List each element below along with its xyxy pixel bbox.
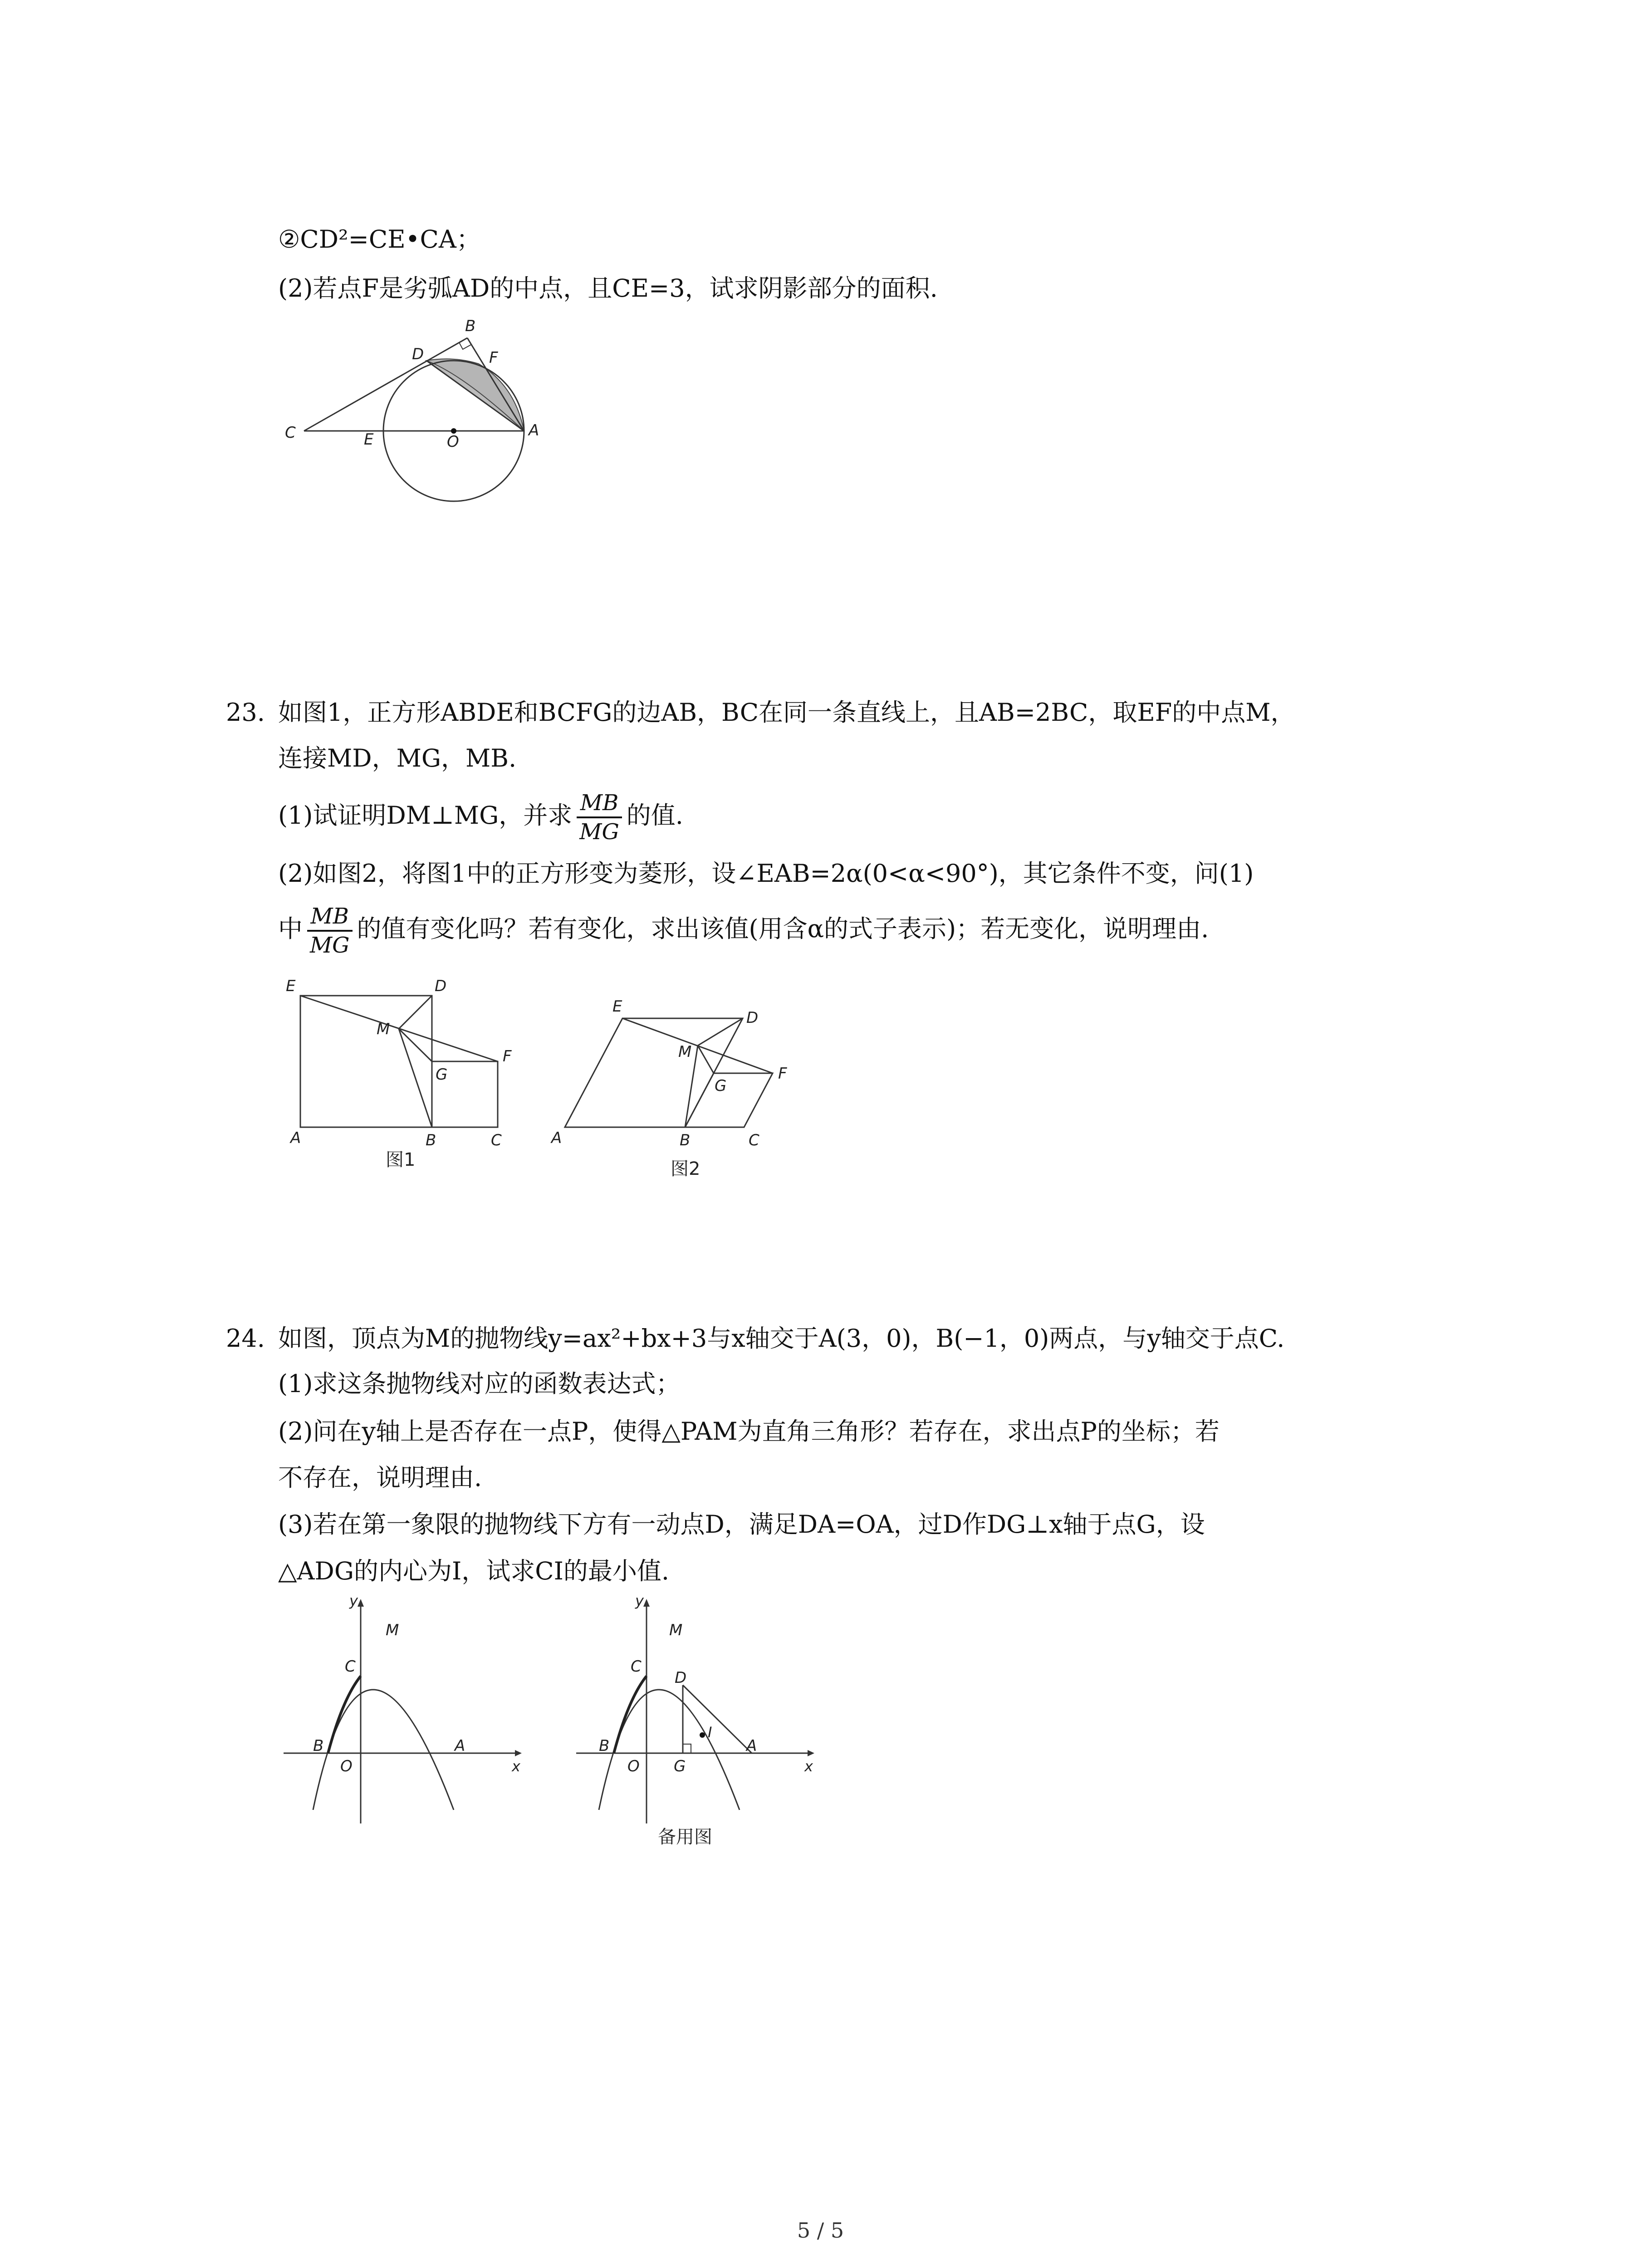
q24-fig2-label-B: B [599,1737,610,1755]
q23-fig1-label-M: M [377,1020,390,1038]
q24-figure-1 [281,1592,535,1833]
q24-fig2-label-G: G [674,1757,686,1775]
q24-fig1-label-C: C [345,1657,356,1676]
q23-fig1-label-A: A [290,1129,301,1147]
q23-fig2-label-B: B [680,1131,691,1149]
q22-part-2: ②CD²=CE•CA； [278,225,481,254]
q23-fig2-label-G: G [715,1077,727,1095]
q24-stem: 如图，顶点为M的抛物线y=ax²+bx+3与x轴交于A(3，0)，B(−1，0)两点，与y轴交于点C. [278,1324,1285,1353]
q24-fig1-label-x: x [512,1758,520,1775]
q24-fig2-label-C: C [631,1657,642,1676]
q22-figure [272,313,554,513]
q23-fig1-label-F: F [503,1047,512,1066]
q24-fig2-label-D: D [675,1669,687,1687]
q24-number: 24. [226,1324,265,1353]
q24-sub-question-2-line-1: (2)问在y轴上是否存在一点P，使得△PAM为直角三角形？若存在，求出点P的坐标；若 [278,1417,1220,1446]
q22-label-B: B [465,317,476,335]
q24-figure-2 [574,1592,828,1833]
q24-sub-question-3-line-2: △ADG的内心为I，试求CI的最小值. [278,1557,670,1585]
q23-sub-question-2-line-1: (2)如图2，将图1中的正方形变为菱形，设∠EAB=2α(0<α<90°)，其它条件不变，问(1) [278,859,1254,888]
q24-fig2-label-x: x [804,1758,813,1775]
q24-fig2-caption: 备用图 [658,1827,712,1848]
q23-fig1-label-E: E [286,977,296,995]
q22-label-A: A [529,421,539,440]
q23-sub-question-1: (1)试证明DM⊥MG，并求 $\frac{MB}{MG}$ 的值. [278,790,683,845]
q24-fig2-label-I: I [708,1724,712,1741]
q22-label-F: F [489,349,498,367]
q24-fig2-label-A: A [746,1737,757,1755]
q24-fig2-label-M: M [669,1621,683,1639]
q23-fig2-label-D: D [746,1009,759,1027]
q23-sub-question-2-line-2: 中 $\frac{MB}{MG}$ 的值有变化吗？若有变化，求出该值(用含α的式子表示)；若无变化，说明理由. [278,904,1209,958]
q23-fraction-mb-mg: $\frac{MB}{MG}$ [577,789,622,846]
q23-fig1-label-C: C [491,1131,502,1149]
q23-fraction-mb-mg-2: $\frac{MB}{MG}$ [307,903,353,959]
q23-fig2-label-M: M [678,1043,692,1061]
q24-fig1-label-B: B [313,1737,324,1755]
q24-fig2-label-O: O [627,1757,640,1775]
q23-number: 23. [226,698,265,727]
q23-fig1-label-B: B [426,1131,436,1149]
q22-label-O: O [447,433,459,451]
q23-stem-line-2: 连接MD，MG，MB. [278,744,517,772]
q22-sub-question-2: (2)若点F是劣弧AD的中点，且CE=3，试求阴影部分的面积. [278,274,938,303]
page-number: 5 / 5 [797,2218,844,2243]
q24-fig2-label-y: y [635,1592,644,1609]
q23-fig2-caption: 图2 [671,1158,700,1179]
q23-fig1-label-G: G [436,1066,448,1084]
q22-label-D: D [412,345,424,363]
q23-stem-line-1: 如图1，正方形ABDE和BCFG的边AB，BC在同一条直线上，且AB=2BC，取EF的中点M， [278,698,1295,727]
q23-fig2-label-E: E [612,997,622,1016]
q23-fig1-caption: 图1 [386,1149,416,1170]
q23-fig2-label-C: C [749,1131,759,1149]
q24-fig1-label-y: y [349,1592,358,1609]
q24-sub-question-3-line-1: (3)若在第一象限的抛物线下方有一动点D，满足DA=OA，过D作DG⊥x轴于点G，设 [278,1510,1205,1539]
q24-fig1-label-A: A [455,1737,465,1755]
q24-fig1-label-M: M [386,1621,399,1639]
q24-fig1-label-O: O [340,1757,353,1775]
q23-fig1-label-D: D [435,977,447,995]
q22-label-E: E [364,430,374,449]
q24-sub-question-1: (1)求这条抛物线对应的函数表达式； [278,1369,681,1398]
q24-sub-question-2-line-2: 不存在，说明理由. [278,1463,482,1492]
q22-label-C: C [285,424,296,442]
q23-figure-2 [544,989,826,1179]
q23-fig2-label-A: A [551,1129,562,1147]
q23-fig2-label-F: F [778,1065,787,1083]
